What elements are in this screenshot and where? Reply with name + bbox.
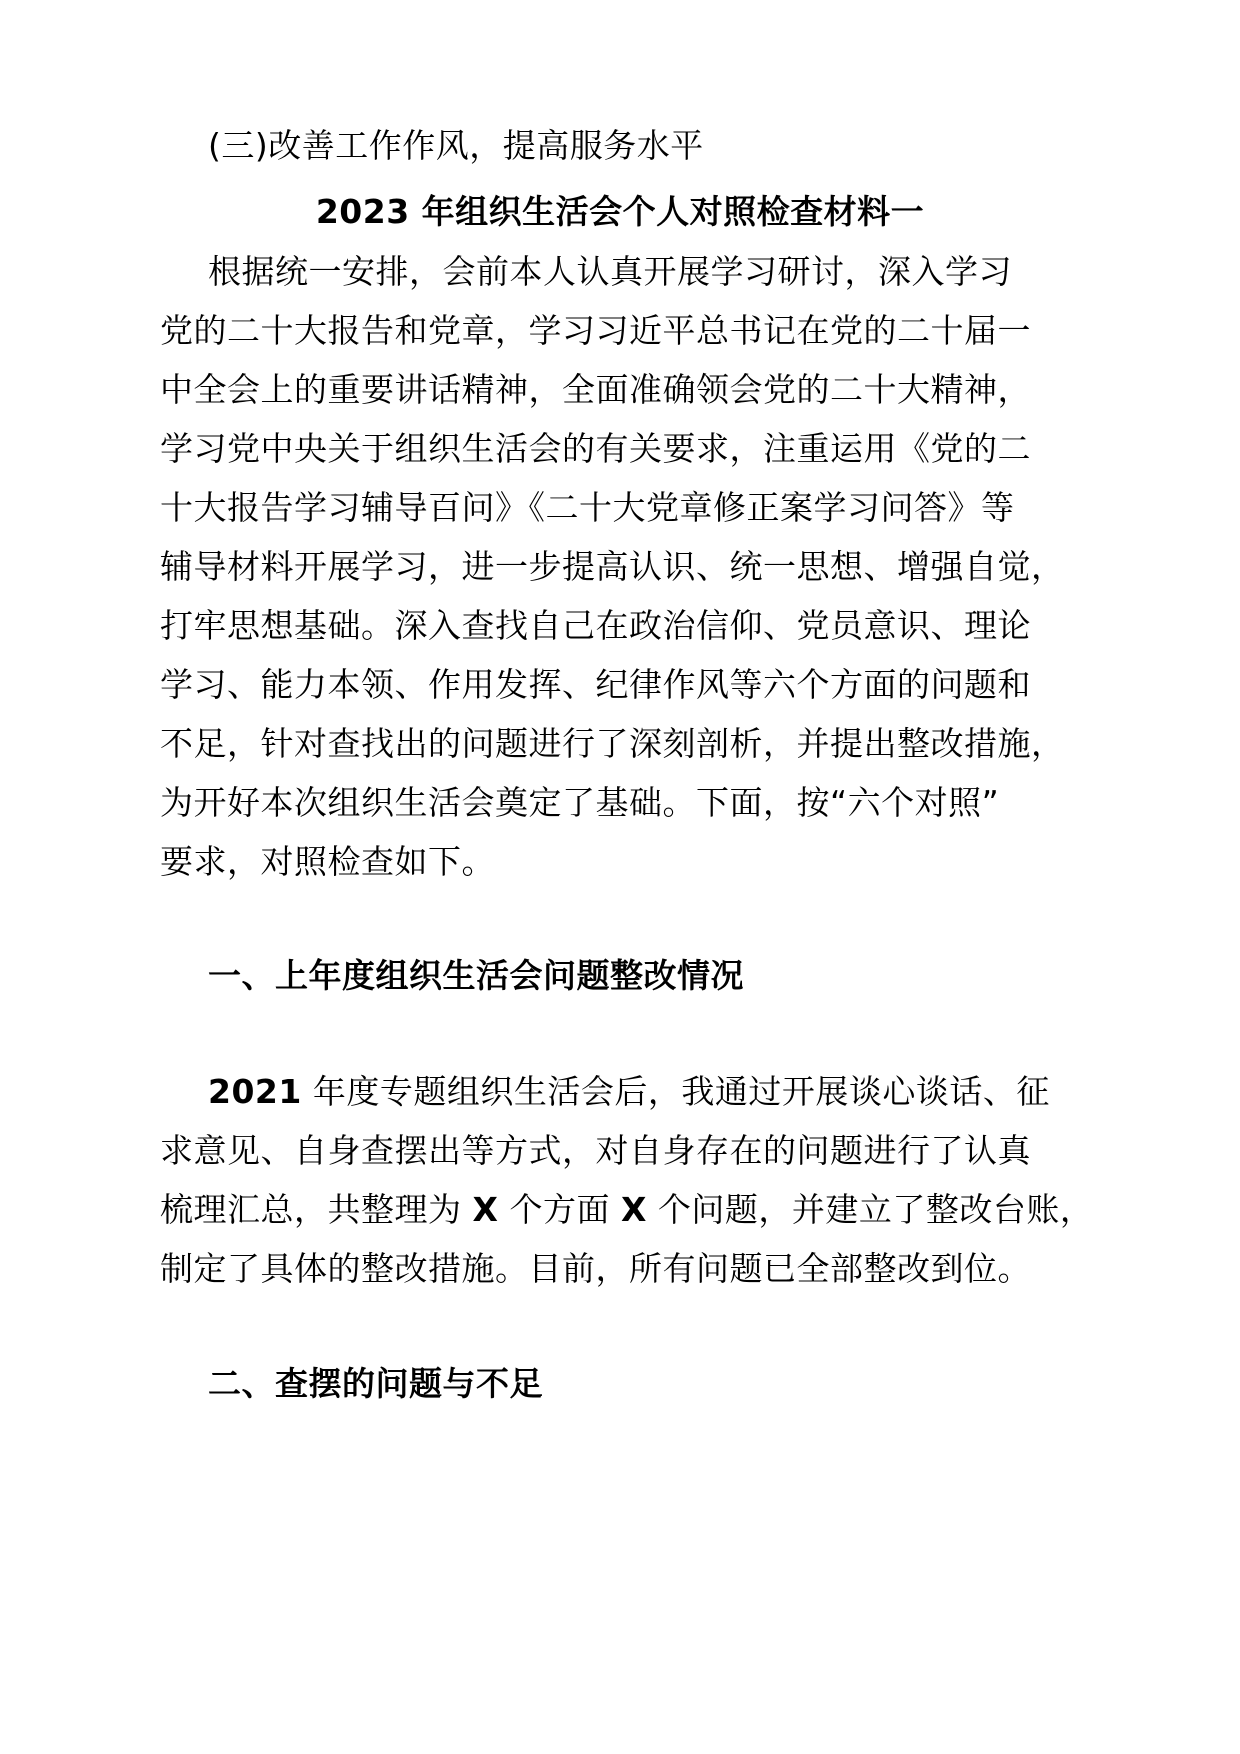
- intro-line: 不足，针对查找出的问题进行了深刻剖析，并提出整改措施，: [160, 724, 1065, 763]
- placeholder-x: X: [620, 1190, 647, 1229]
- placeholder-x: X: [472, 1190, 499, 1229]
- section-1-heading: 一、上年度组织生活会问题整改情况: [208, 956, 744, 995]
- year-value: 2021: [208, 1072, 302, 1111]
- intro-line: 学习、能力本领、作用发挥、纪律作风等六个方面的问题和: [160, 665, 1031, 704]
- section-1-line: [208, 1070, 1050, 1114]
- top-heading: (三)改善工作作风，提高服务水平: [208, 126, 704, 165]
- section-2-heading: 二、查摆的问题与不足: [208, 1364, 543, 1403]
- intro-line: 中全会上的重要讲话精神，全面准确领会党的二十大精神，: [160, 370, 1031, 409]
- intro-line: 为开好本次组织生活会奠定了基础。下面，按“六个对照”: [160, 783, 1000, 822]
- section-1-line: [160, 1188, 1093, 1232]
- text-run: 个问题，并建立了整改台账，: [646, 1190, 1094, 1229]
- text-run: 梳理汇总，共整理为: [160, 1190, 473, 1229]
- intro-line: 党的二十大报告和党章，学习习近平总书记在党的二十届一: [160, 311, 1031, 350]
- intro-line: 根据统一安排，会前本人认真开展学习研讨，深入学习: [208, 252, 1012, 291]
- section-1-line: 求意见、自身查摆出等方式，对自身存在的问题进行了认真: [160, 1131, 1031, 1170]
- intro-line: 十大报告学习辅导百问》《二十大党章修正案学习问答》等: [160, 488, 1015, 527]
- intro-line: 学习党中央关于组织生活会的有关要求，注重运用《党的二: [160, 429, 1031, 468]
- intro-line: 要求，对照检查如下。: [160, 842, 495, 881]
- section-1-line: 制定了具体的整改措施。目前，所有问题已全部整改到位。: [160, 1249, 1031, 1288]
- document-title: 2023 年组织生活会个人对照检查材料一: [315, 192, 925, 231]
- intro-line: 辅导材料开展学习，进一步提高认识、统一思想、增强自觉，: [160, 547, 1065, 586]
- intro-line: 打牢思想基础。深入查找自己在政治信仰、党员意识、理论: [160, 606, 1031, 645]
- text-run: 个方面: [498, 1190, 621, 1229]
- text-run: 年度专题组织生活会后，我通过开展谈心谈话、征: [301, 1072, 1050, 1111]
